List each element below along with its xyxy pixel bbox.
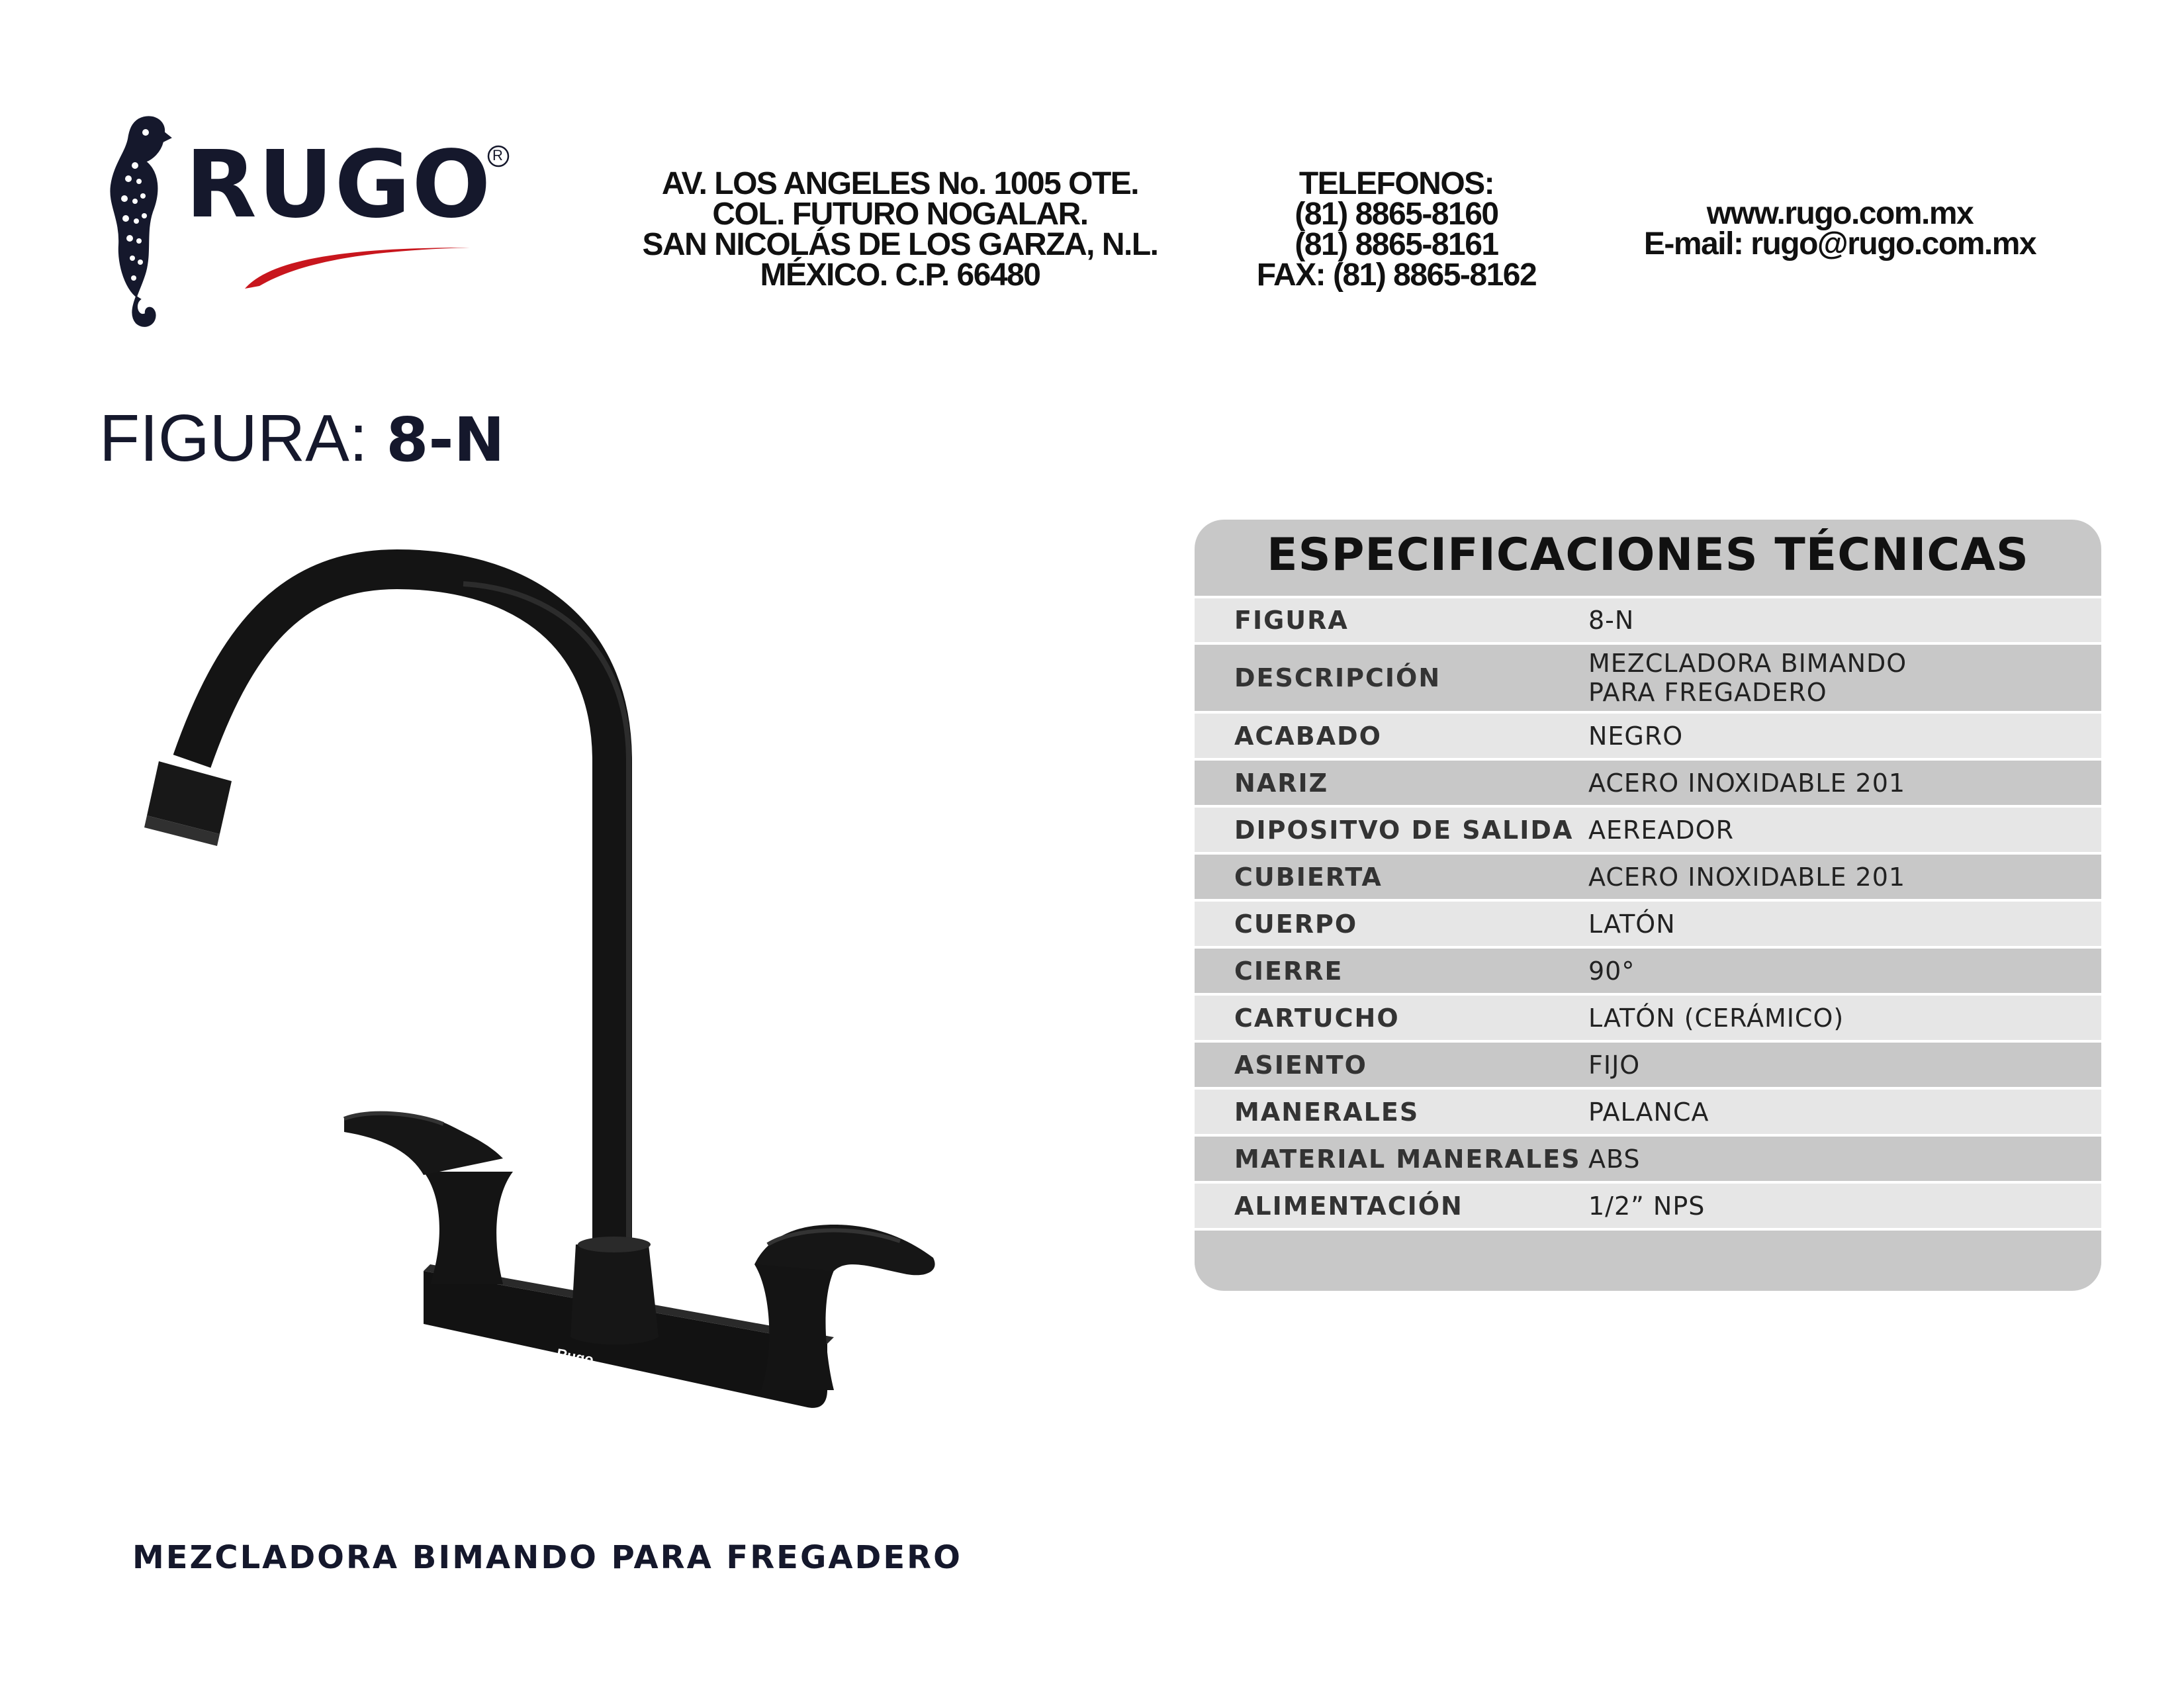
- spec-value: 8-N: [1588, 606, 1635, 635]
- spec-table-title: ESPECIFICACIONES TÉCNICAS: [1267, 529, 2029, 581]
- spec-row: [1195, 1087, 2101, 1134]
- spec-row: [1195, 993, 2101, 1040]
- right-handle: [754, 1225, 935, 1390]
- spec-value: PALANCA: [1588, 1097, 1709, 1127]
- spec-value: 1/2” NPS: [1588, 1191, 1706, 1221]
- spec-value: FIJO: [1588, 1050, 1641, 1080]
- spec-row: [1195, 758, 2101, 805]
- spec-key: CIERRE: [1234, 956, 1343, 986]
- faucet-aerator: [144, 761, 232, 846]
- base-logo: Rugo: [555, 1345, 595, 1368]
- left-handle: [344, 1111, 513, 1284]
- spec-value: [1588, 649, 2101, 707]
- spec-value: ACERO INOXIDABLE 201: [1588, 862, 1906, 892]
- seahorse-icon: [99, 113, 172, 338]
- company-phones: [1224, 166, 1569, 293]
- spec-row: [1195, 711, 2101, 758]
- phone-line: (81) 8865-8161: [1295, 227, 1498, 262]
- spec-key: ALIMENTACIÓN: [1234, 1191, 1463, 1221]
- phone-line: FAX: (81) 8865-8162: [1256, 258, 1537, 293]
- spec-value: LATÓN: [1588, 909, 1676, 939]
- phone-line: (81) 8865-8160: [1295, 197, 1498, 232]
- spec-key: DIPOSITVO DE SALIDA: [1234, 815, 1574, 845]
- spec-row: [1195, 946, 2101, 993]
- spec-row: [1195, 1040, 2101, 1087]
- spec-row: [1195, 596, 2101, 642]
- spec-value: AEREADOR: [1588, 815, 1734, 845]
- spec-row: [1195, 1181, 2101, 1228]
- spec-key: CARTUCHO: [1234, 1003, 1400, 1033]
- spec-row: [1195, 899, 2101, 946]
- brand-swoosh: [245, 245, 470, 291]
- address-line: AV. LOS ANGELES No. 1005 OTE.: [661, 166, 1139, 201]
- brand-name: RUGO: [185, 131, 492, 239]
- faucet-image: [132, 543, 979, 1483]
- spec-key: MANERALES: [1234, 1097, 1420, 1127]
- spec-key: NARIZ: [1234, 768, 1329, 798]
- spec-value: LATÓN (CERÁMICO): [1588, 1003, 1844, 1033]
- product-caption: MEZCLADORA BIMANDO PARA FREGADERO: [132, 1539, 962, 1576]
- spec-key: ACABADO: [1234, 721, 1382, 751]
- spec-footer: [1195, 1228, 2101, 1288]
- company-web: [1602, 196, 2078, 261]
- spec-row: [1195, 852, 2101, 899]
- spec-value: 90°: [1588, 956, 1635, 986]
- spec-key: CUBIERTA: [1234, 862, 1383, 892]
- email-link[interactable]: E-mail: rugo@rugo.com.mx: [1643, 226, 2036, 261]
- spec-value-line: MEZCLADORA BIMANDO: [1588, 649, 1907, 678]
- spec-value: ACERO INOXIDABLE 201: [1588, 768, 1906, 798]
- figura-code: 8-N: [386, 404, 505, 475]
- spec-value: ABS: [1588, 1144, 1641, 1174]
- phone-line: TELEFONOS:: [1298, 166, 1494, 201]
- spec-key: CUERPO: [1234, 909, 1358, 939]
- address-line: MÉXICO. C.P. 66480: [760, 258, 1040, 293]
- company-address: [615, 166, 1185, 293]
- spec-row: [1195, 805, 2101, 852]
- address-line: COL. FUTURO NOGALAR.: [712, 197, 1088, 232]
- spec-key: ASIENTO: [1234, 1050, 1367, 1080]
- registered-mark: R: [486, 144, 510, 174]
- website-link[interactable]: www.rugo.com.mx: [1706, 196, 1974, 231]
- spec-key: MATERIAL MANERALES: [1234, 1144, 1581, 1174]
- spec-key: FIGURA: [1234, 606, 1349, 635]
- figura-label: FIGURA:: [99, 401, 368, 475]
- spec-value-line: PARA FREGADERO: [1588, 678, 1827, 707]
- faucet-spout: [192, 569, 612, 1264]
- spec-value: NEGRO: [1588, 721, 1684, 751]
- rugo-logo: [99, 113, 536, 338]
- spec-row: [1195, 1134, 2101, 1181]
- spec-row: [1195, 642, 2101, 711]
- spec-table: [1195, 520, 2101, 1291]
- figura-title: [99, 400, 505, 477]
- spec-key: DESCRIPCIÓN: [1234, 663, 1441, 692]
- address-line: SAN NICOLÁS DE LOS GARZA, N.L.: [642, 227, 1158, 262]
